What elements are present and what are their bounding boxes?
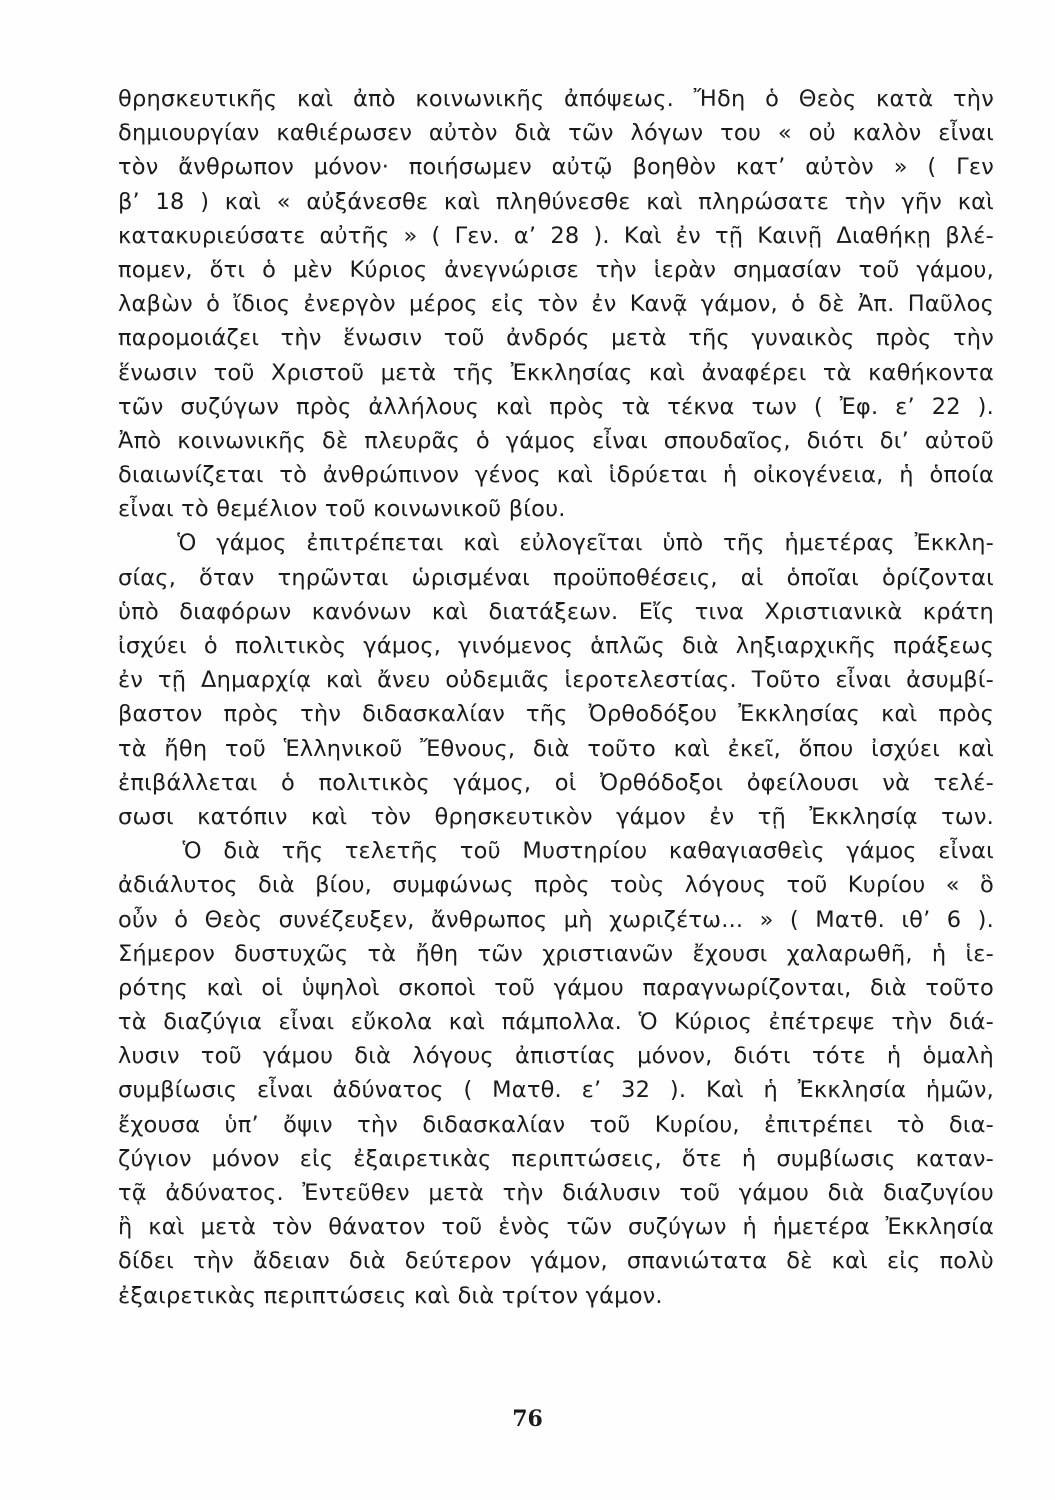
- text-line: δημιουργίαν καθιέρωσεν αὐτὸν διὰ τῶν λόγων του « οὐ καλὸν εἶναι: [118, 120, 994, 147]
- text-line: λαβὼν ὁ ἴδιος ἐνεργὸν μέρος εἰς τὸν ἐν Κανᾷ γάμον, ὁ δὲ Ἀπ. Παῦλος: [118, 291, 994, 318]
- text-line: ἢ καὶ μετὰ τὸν θάνατον τοῦ ἑνὸς τῶν συζύγων ἡ ἡμετέρα Ἐκκλησία: [118, 1214, 994, 1241]
- text-line: τὰ ἤθη τοῦ Ἑλληνικοῦ Ἔθνους, διὰ τοῦτο καὶ ἐκεῖ, ὅπου ἰσχύει καὶ: [118, 735, 994, 762]
- text-line: ἀδιάλυτος διὰ βίου, συμφώνως πρὸς τοὺς λόγους τοῦ Κυρίου « ὃ: [118, 872, 994, 899]
- text-line: σίας, ὅταν τηρῶνται ὡρισμέναι προϋποθέσεις, αἱ ὁποῖαι ὁρίζονται: [118, 564, 994, 591]
- text-line: ἐξαιρετικὰς περιπτώσεις καὶ διὰ τρίτον γάμον.: [118, 1282, 663, 1309]
- text-line: τὰ διαζύγια εἶναι εὔκολα καὶ πάμπολλα. Ὁ Κύριος ἐπέτρεψε τὴν διά-: [118, 1009, 994, 1036]
- text-line: β’ 18 ) καὶ « αὐξάνεσθε καὶ πληθύνεσθε καὶ πληρώσατε τὴν γῆν καὶ: [118, 188, 994, 215]
- text-line: τὸν ἄνθρωπον μόνον· ποιήσωμεν αὐτῷ βοηθὸν κατ’ αὐτὸν » ( Γεν: [118, 154, 994, 181]
- text-line: βαστον πρὸς τὴν διδασκαλίαν τῆς Ὀρθοδόξου Ἐκκλησίας καὶ πρὸς: [118, 701, 994, 728]
- text-line: ἐν τῇ Δημαρχίᾳ καὶ ἄνευ οὐδεμιᾶς ἱεροτελεστίας. Τοῦτο εἶναι ἀσυμβί-: [118, 667, 994, 694]
- text-line: εἶναι τὸ θεμέλιον τοῦ κοινωνικοῦ βίου.: [118, 496, 566, 523]
- text-line: ρότης καὶ οἱ ὑψηλοὶ σκοποὶ τοῦ γάμου παραγνωρίζονται, διὰ τοῦτο: [118, 974, 994, 1001]
- text-line: κατακυριεύσατε αὐτῆς » ( Γεν. α’ 28 ). Καὶ ἐν τῇ Καινῇ Διαθήκῃ βλέ-: [118, 222, 994, 249]
- text-line: ἰσχύει ὁ πολιτικὸς γάμος, γινόμενος ἁπλῶς διὰ ληξιαρχικῆς πράξεως: [118, 633, 994, 659]
- page-number: 76: [512, 1406, 543, 1432]
- text-line: πομεν, ὅτι ὁ μὲν Κύριος ἀνεγνώρισε τὴν ἱερὰν σημασίαν τοῦ γάμου,: [118, 256, 994, 283]
- text-line: Ὁ διὰ τῆς τελετῆς τοῦ Μυστηρίου καθαγιασθεὶς γάμος εἶναι: [118, 838, 994, 865]
- text-line: ἕνωσιν τοῦ Χριστοῦ μετὰ τῆς Ἐκκλησίας καὶ ἀναφέρει τὰ καθήκοντα: [118, 359, 994, 386]
- text-line: συμβίωσις εἶναι ἀδύνατος ( Ματθ. ε’ 32 ). Καὶ ἡ Ἐκκλησία ἡμῶν,: [118, 1077, 994, 1104]
- text-line: ἔχουσα ὑπ’ ὄψιν τὴν διδασκαλίαν τοῦ Κυρίου, ἐπιτρέπει τὸ δια-: [118, 1111, 994, 1138]
- text-line: διαιωνίζεται τὸ ἀνθρώπινον γένος καὶ ἱδρύεται ἡ οἰκογένεια, ἡ ὁποία: [118, 462, 994, 489]
- text-line: θρησκευτικῆς καὶ ἀπὸ κοινωνικῆς ἀπόψεως. Ἤδη ὁ Θεὸς κατὰ τὴν: [118, 86, 994, 112]
- text-line: λυσιν τοῦ γάμου διὰ λόγους ἀπιστίας μόνον, διότι τότε ἡ ὁμαλὴ: [118, 1043, 994, 1070]
- body-text: [118, 82, 994, 1313]
- text-line: παρομοιάζει τὴν ἕνωσιν τοῦ ἀνδρός μετὰ τῆς γυναικὸς πρὸς τὴν: [118, 325, 994, 352]
- text-line: Σήμερον δυστυχῶς τὰ ἤθη τῶν χριστιανῶν ἔχουσι χαλαρωθῆ, ἡ ἱε-: [118, 940, 994, 967]
- text-line: ἐπιβάλλεται ὁ πολιτικὸς γάμος, οἱ Ὀρθόδοξοι ὀφείλουσι νὰ τελέ-: [118, 769, 994, 796]
- text-line: τῶν συζύγων πρὸς ἀλλήλους καὶ πρὸς τὰ τέκνα των ( Ἐφ. ε’ 22 ).: [118, 393, 994, 420]
- text-line: ὑπὸ διαφόρων κανόνων καὶ διατάξεων. Εἴς τινα Χριστιανικὰ κράτη: [118, 598, 994, 625]
- text-line: τᾷ ἀδύνατος. Ἐντεῦθεν μετὰ τὴν διάλυσιν τοῦ γάμου διὰ διαζυγίου: [118, 1180, 994, 1206]
- text-line: οὖν ὁ Θεὸς συνέζευξεν, ἄνθρωπος μὴ χωριζέτω... » ( Ματθ. ιθ’ 6 ).: [118, 906, 994, 933]
- text-line: ζύγιον μόνον εἰς ἐξαιρετικὰς περιπτώσεις, ὅτε ἡ συμβίωσις καταν-: [118, 1145, 994, 1172]
- text-line: δίδει τὴν ἄδειαν διὰ δεύτερον γάμον, σπανιώτατα δὲ καὶ εἰς πολὺ: [118, 1248, 994, 1275]
- text-line: σωσι κατόπιν καὶ τὸν θρησκευτικὸν γάμον ἐν τῇ Ἐκκλησίᾳ των.: [118, 803, 994, 830]
- text-line: Ὁ γάμος ἐπιτρέπεται καὶ εὐλογεῖται ὑπὸ τῆς ἡμετέρας Ἐκκλη-: [118, 530, 994, 557]
- text-line: Ἀπὸ κοινωνικῆς δὲ πλευρᾶς ὁ γάμος εἶναι σπουδαῖος, διότι δι’ αὐτοῦ: [118, 427, 994, 454]
